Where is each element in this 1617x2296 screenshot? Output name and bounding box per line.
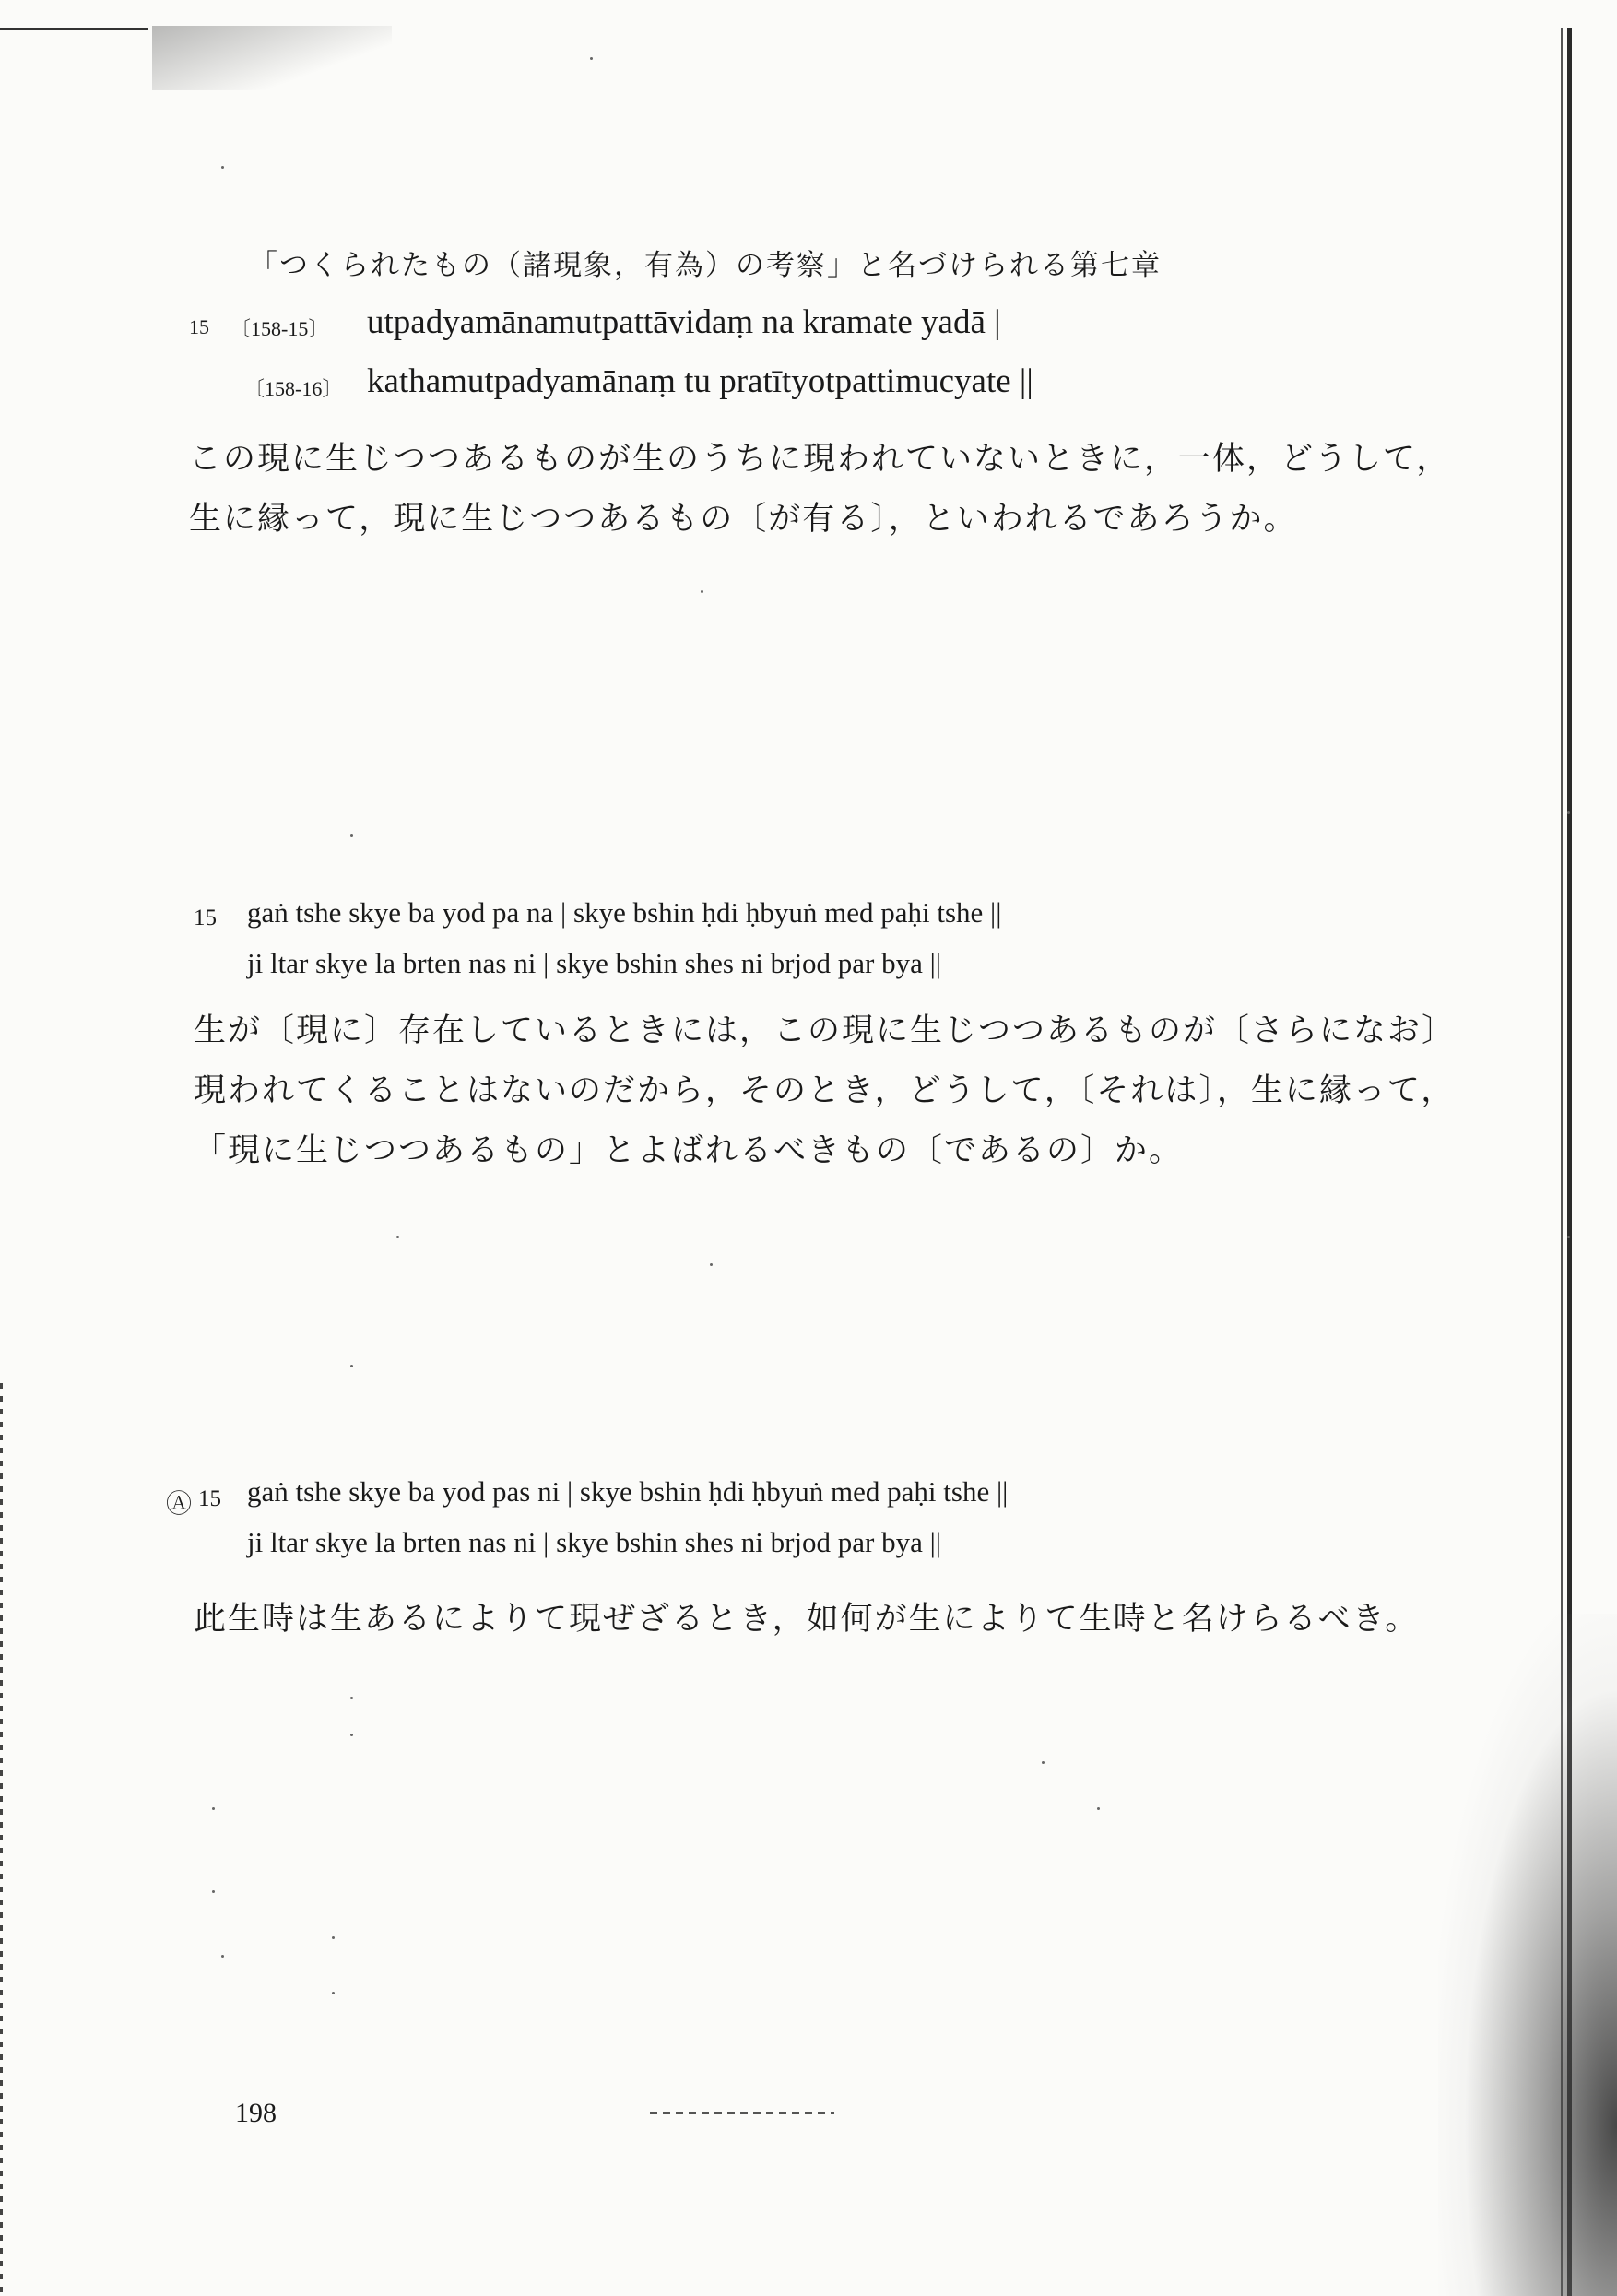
scan-speck: [221, 1955, 224, 1958]
scan-speck: [332, 1992, 335, 1994]
scan-speck: [350, 1365, 353, 1367]
verse-reference: 〔158-15〕: [230, 317, 329, 340]
verse-number: 15: [198, 1486, 221, 1511]
scan-speck: [396, 1236, 399, 1238]
left-page-edge: [0, 1383, 3, 2296]
scan-speck: [350, 1734, 353, 1736]
scan-speck: [1567, 1236, 1570, 1238]
verse-reference: 〔158-16〕: [244, 377, 343, 400]
scan-speck: [1567, 811, 1570, 814]
sanskrit-verse-line: kathamutpadyamānaṃ tu pratītyotpattimucyate ||: [367, 362, 1033, 400]
scan-speck: [221, 166, 224, 169]
scan-speck: [1097, 1807, 1100, 1810]
scan-speck: [212, 1807, 215, 1810]
top-rule: [0, 28, 148, 30]
verse-number: 15: [194, 905, 217, 930]
japanese-translation-line: 現われてくることはないのだから，そのとき，どうして，〔それは〕，生に縁って，: [194, 1072, 1456, 1109]
verse-number: 15: [189, 315, 209, 338]
sanskrit-verse-line: utpadyamānamutpattāvidaṃ na kramate yadā |: [367, 303, 1001, 341]
chapter-heading: 「つくられたもの（諸現象，有為）の考察」と名づけられる第七章: [249, 249, 1162, 282]
scan-speck: [332, 1936, 335, 1939]
scan-speck: [212, 1890, 215, 1893]
scan-speck: [350, 834, 353, 837]
tibetan-verse-line: gaṅ tshe skye ba yod pa na | skye bshin ḥdi ḥbyuṅ med paḥi tshe ||: [247, 896, 1002, 929]
japanese-translation-line: 生が〔現に〕存在しているときには，この現に生じつつあるものが〔さらになお〕: [194, 1012, 1457, 1049]
scan-speck: [1042, 1761, 1045, 1764]
scan-smudge: [152, 26, 392, 90]
japanese-translation-line: この現に生じつつあるものが生のうちに現われていないときに，一体，どうして，: [189, 441, 1451, 478]
japanese-translation-line: 「現に生じつつあるもの」とよばれるべきもの〔であるの〕か。: [194, 1132, 1184, 1169]
japanese-translation-line: 生に縁って，現に生じつつあるもの〔が有る〕，といわれるであろうか。: [189, 501, 1298, 538]
page-number: 198: [235, 2098, 277, 2128]
tibetan-verse-line: ji ltar skye la brten nas ni | skye bshin shes ni brjod par bya ||: [247, 1526, 942, 1558]
scan-speck: [350, 1697, 353, 1699]
classical-japanese-translation-line: 此生時は生あるによりて現ぜざるとき，如何が生によりて生時と名けらるべき。: [194, 1601, 1420, 1638]
tibetan-verse-line: ji ltar skye la brten nas ni | skye bshin shes ni brjod par bya ||: [247, 947, 942, 979]
scan-smudge: [650, 2112, 834, 2114]
tibetan-verse-line: gaṅ tshe skye ba yod pas ni | skye bshin ḥdi ḥbyuṅ med paḥi tshe ||: [247, 1475, 1009, 1508]
scan-speck: [590, 57, 593, 60]
scan-speck: [701, 590, 703, 593]
scan-shadow: [1438, 1614, 1617, 2296]
scan-speck: [710, 1263, 713, 1266]
version-marker: Ⓐ: [166, 1490, 193, 1519]
